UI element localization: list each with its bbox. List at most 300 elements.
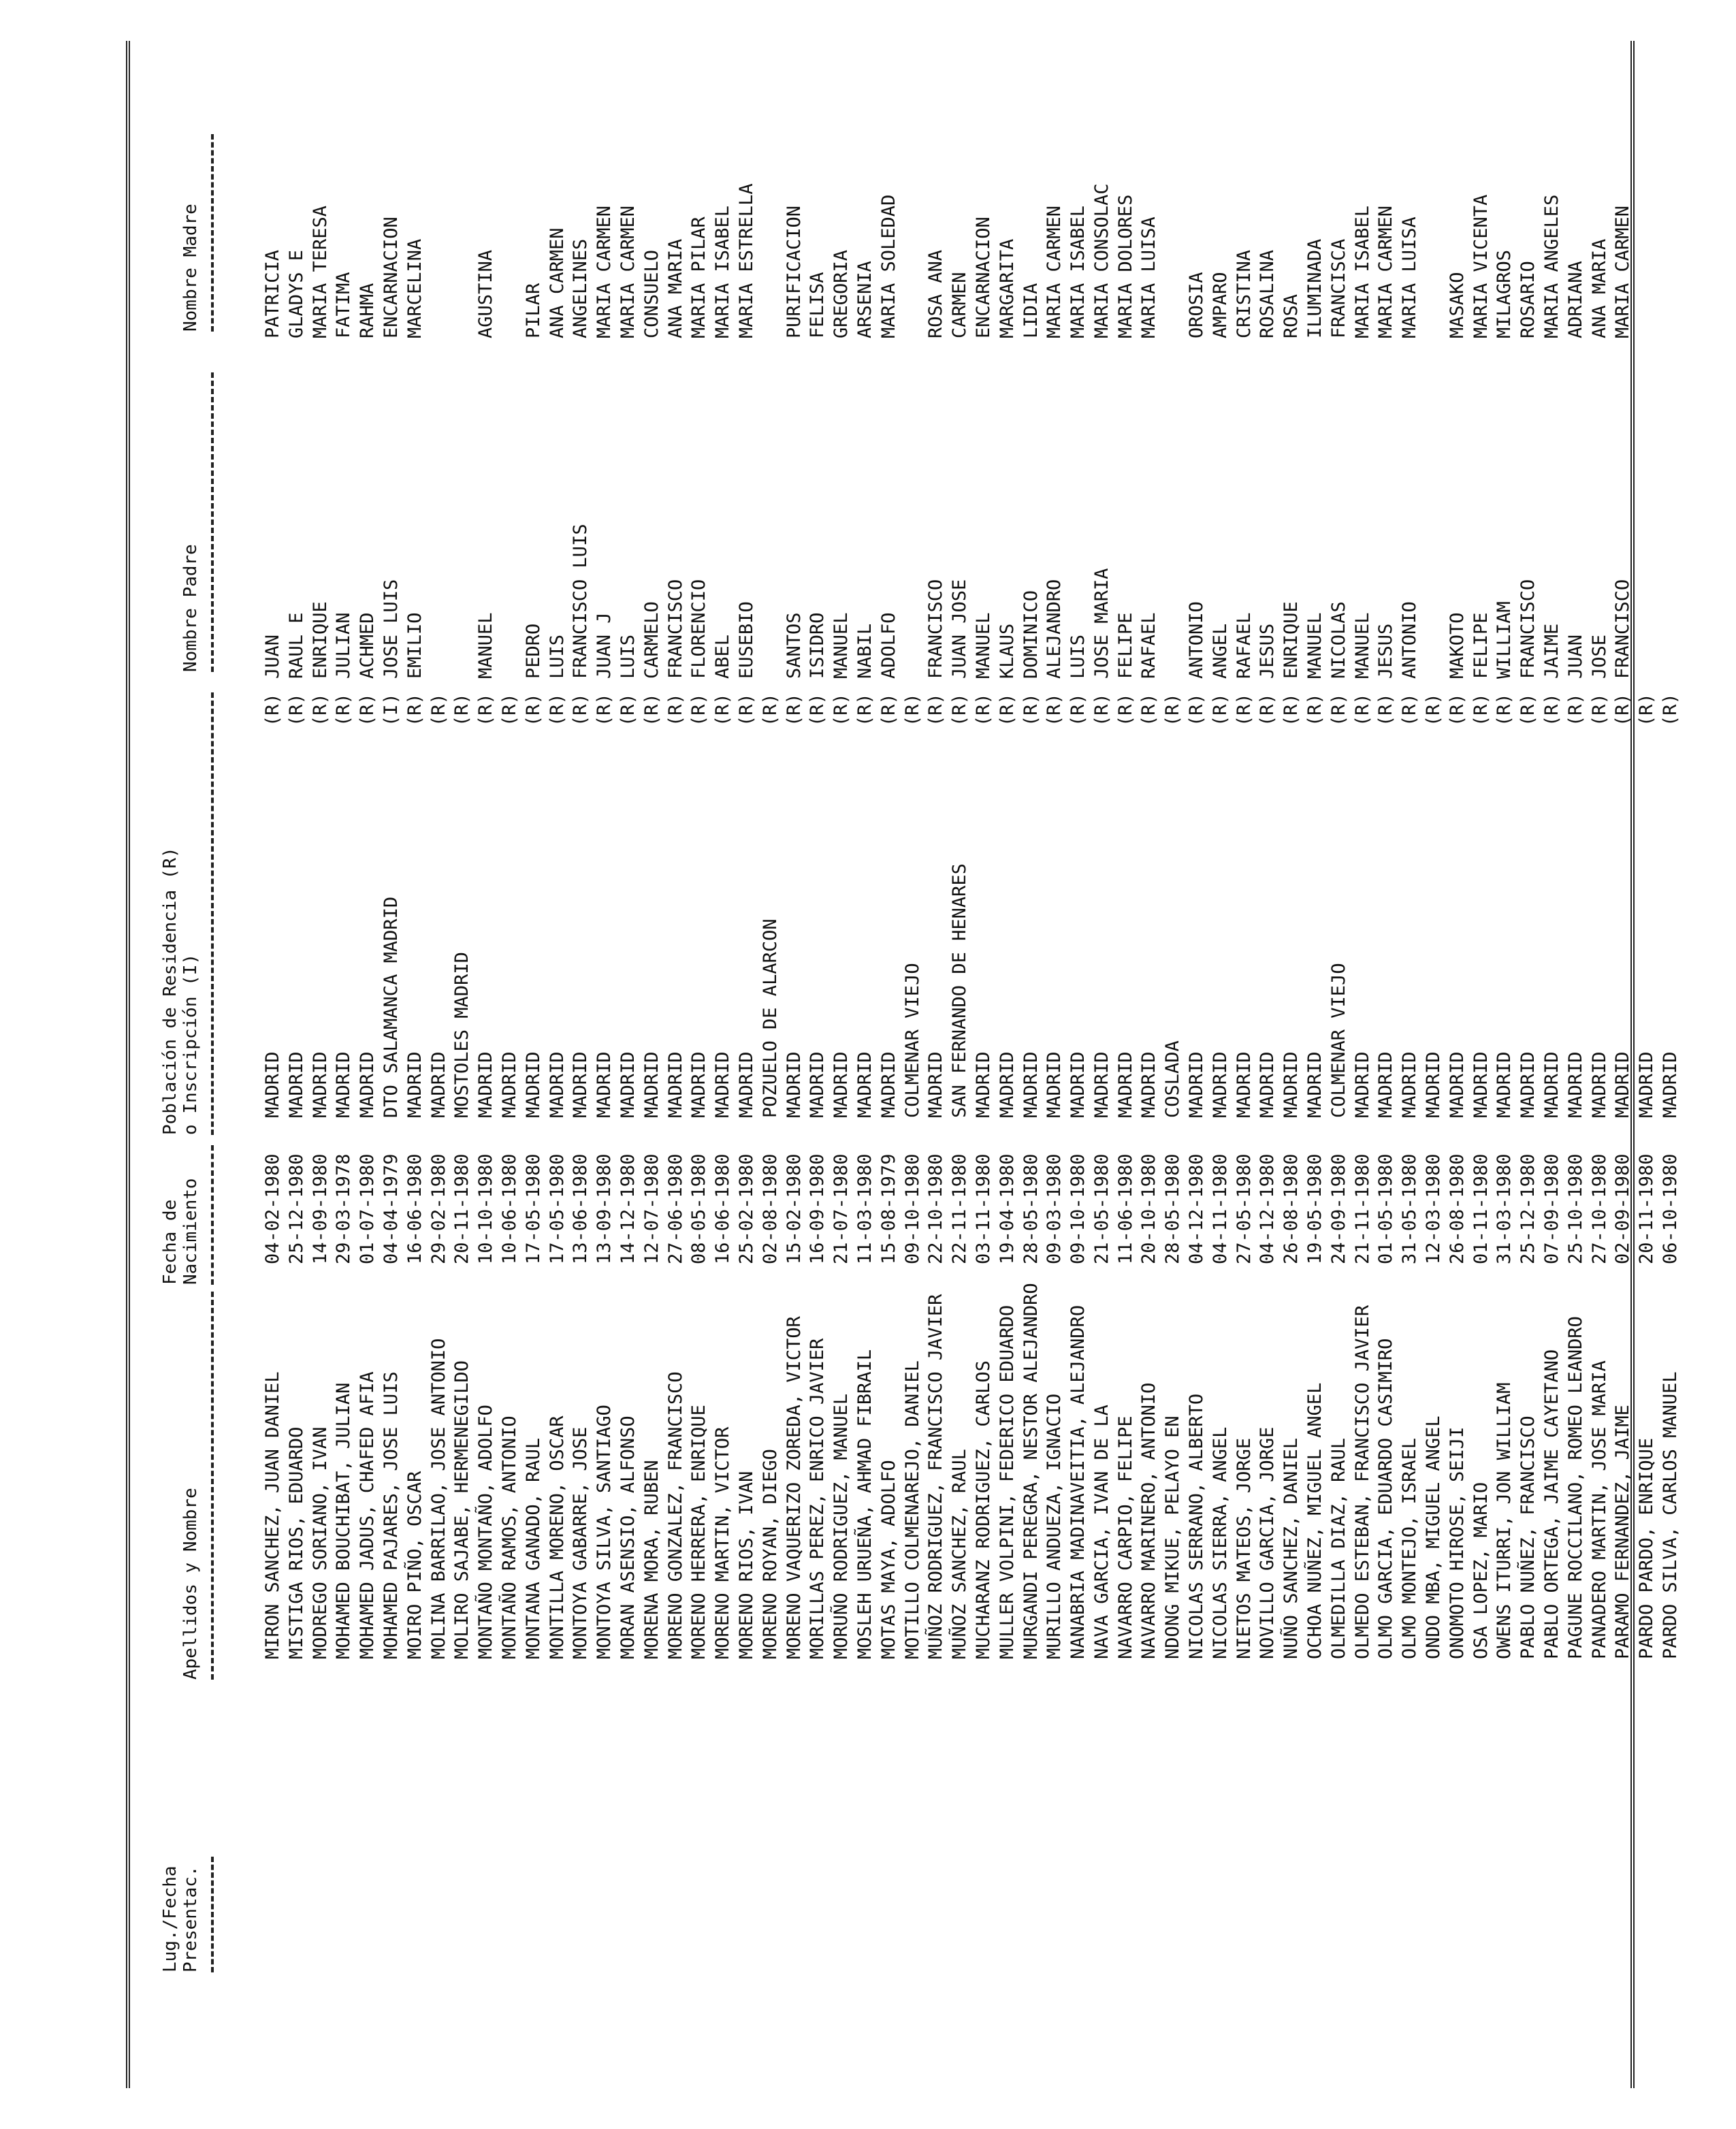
row-poblacion: MADRID [831, 1051, 852, 1118]
row-tipo-residencia: (R) [546, 693, 568, 726]
row-apellidos-nombre: ONDO MBA, MIGUEL ANGEL [1423, 1415, 1445, 1659]
row-fecha-nacimiento: 26-08-1980 [1281, 1153, 1302, 1264]
row-nombre-madre: MARIA SOLEDAD [878, 194, 899, 338]
row-nombre-madre: OROSIA [1186, 272, 1208, 338]
row-nombre-padre: FRANCISCO LUIS [570, 524, 592, 679]
row-poblacion: MADRID [428, 1051, 449, 1118]
row-nombre-madre: LIDIA [1020, 283, 1042, 338]
row-nombre-madre: MILAGROS [1494, 249, 1515, 338]
table-row [1020, 0, 1044, 2129]
table-row [569, 0, 593, 2129]
header-fecha-nacimiento [160, 1178, 201, 1285]
row-poblacion: COLMENAR VIEJO [901, 963, 923, 1118]
row-fecha-nacimiento: 29-02-1980 [428, 1153, 449, 1264]
table-row [1138, 0, 1161, 2129]
row-tipo-residencia: (R) [617, 693, 639, 726]
row-poblacion: MADRID [285, 1051, 307, 1118]
table-row [1564, 0, 1588, 2129]
row-nombre-madre: PURIFICACION [783, 205, 805, 338]
row-fecha-nacimiento: 07-09-1980 [1541, 1153, 1563, 1264]
row-nombre-madre: ROSARIO [1517, 261, 1539, 338]
row-nombre-padre: MANUEL [1351, 612, 1373, 679]
row-fecha-nacimiento: 06-10-1980 [1660, 1153, 1682, 1264]
row-nombre-padre: MANUEL [831, 612, 852, 679]
row-apellidos-nombre: MORAN ASENSIO, ALFONSO [617, 1415, 639, 1659]
table-row [711, 0, 735, 2129]
table-row [475, 0, 498, 2129]
row-nombre-padre: EUSEBIO [735, 601, 757, 679]
row-apellidos-nombre: NAVA GARCIA, IVAN DE LA [1091, 1405, 1112, 1659]
row-nombre-madre: MARCELINA [404, 238, 425, 338]
row-tipo-residencia: (R) [333, 693, 355, 726]
row-nombre-padre: JULIAN [333, 612, 355, 679]
row-poblacion: MOSTOLES MADRID [451, 952, 473, 1118]
row-nombre-padre: JOSE [1588, 634, 1610, 679]
header-poblacion [160, 847, 201, 1135]
table-row [356, 0, 380, 2129]
row-apellidos-nombre: NAVARRO MARINERO, ANTONIO [1138, 1382, 1160, 1659]
table-row [1209, 0, 1233, 2129]
row-fecha-nacimiento: 12-03-1980 [1423, 1153, 1445, 1264]
row-poblacion: MADRID [996, 1051, 1018, 1118]
row-poblacion: MADRID [783, 1051, 805, 1118]
row-poblacion: MADRID [1423, 1051, 1445, 1118]
row-poblacion: MADRID [1660, 1051, 1682, 1118]
table-row [878, 0, 901, 2129]
row-poblacion: MADRID [1351, 1051, 1373, 1118]
row-tipo-residencia: (R) [594, 693, 615, 726]
table-row [261, 0, 285, 2129]
row-fecha-nacimiento: 16-09-1980 [807, 1153, 829, 1264]
row-apellidos-nombre: NAVARRO CARPIO, FELIPE [1114, 1415, 1136, 1659]
row-fecha-nacimiento: 03-11-1980 [972, 1153, 994, 1264]
row-nombre-padre: EMILIO [404, 612, 425, 679]
row-poblacion: MADRID [1470, 1051, 1492, 1118]
row-apellidos-nombre: NANABRIA MADINAVEITIA, ALEJANDRO [1067, 1304, 1089, 1659]
row-tipo-residencia: (R) [1044, 693, 1065, 726]
header-underline-lug [211, 1857, 214, 1972]
row-tipo-residencia: (R) [309, 693, 331, 726]
row-tipo-residencia: (R) [1162, 693, 1184, 726]
row-nombre-madre: CARMEN [949, 272, 971, 338]
row-tipo-residencia: (R) [712, 693, 734, 726]
row-poblacion: MADRID [1517, 1051, 1539, 1118]
row-nombre-padre: JOSE LUIS [380, 579, 402, 679]
row-apellidos-nombre: OLMO MONTEJO, ISRAEL [1399, 1437, 1421, 1659]
row-apellidos-nombre: NDONG MIKUE, PELAYO EN [1162, 1415, 1184, 1659]
row-apellidos-nombre: MONTAÑO MONTAÑO, ADOLFO [475, 1405, 497, 1659]
row-fecha-nacimiento: 15-08-1979 [878, 1153, 899, 1264]
row-nombre-madre: MARIA TERESA [309, 205, 331, 338]
row-tipo-residencia: (R) [759, 693, 781, 726]
row-fecha-nacimiento: 16-06-1980 [404, 1153, 425, 1264]
header-lug-fecha [160, 1866, 201, 1972]
row-poblacion: MADRID [807, 1051, 829, 1118]
row-poblacion: MADRID [498, 1051, 520, 1118]
row-fecha-nacimiento: 21-05-1980 [1091, 1153, 1112, 1264]
row-poblacion: MADRID [570, 1051, 592, 1118]
row-tipo-residencia: (R) [783, 693, 805, 726]
header-lug-line1: Lug./Fecha [160, 1866, 180, 1972]
row-fecha-nacimiento: 15-02-1980 [783, 1153, 805, 1264]
table-row [1635, 0, 1659, 2129]
row-tipo-residencia: (R) [1328, 693, 1349, 726]
row-poblacion: MADRID [1612, 1051, 1634, 1118]
row-tipo-residencia: (R) [1233, 693, 1255, 726]
row-fecha-nacimiento: 09-10-1980 [1067, 1153, 1089, 1264]
header-lug-line2: Presentac. [180, 1866, 201, 1972]
header-fecha-line1: Fecha de [160, 1199, 180, 1285]
row-nombre-madre: MARIA ISABEL [1351, 205, 1373, 338]
row-tipo-residencia: (R) [1446, 693, 1468, 726]
row-nombre-madre: MARIA VICENTA [1470, 194, 1492, 338]
row-nombre-madre: MARIA PILAR [688, 217, 710, 338]
row-poblacion: MADRID [1399, 1051, 1421, 1118]
row-tipo-residencia: (R) [1138, 693, 1160, 726]
row-apellidos-nombre: MONTOYA SILVA, SANTIAGO [594, 1405, 615, 1659]
row-fecha-nacimiento: 02-09-1980 [1612, 1153, 1634, 1264]
row-poblacion: MADRID [475, 1051, 497, 1118]
row-nombre-padre: ANTONIO [1399, 601, 1421, 679]
row-fecha-nacimiento: 29-03-1978 [333, 1153, 355, 1264]
row-tipo-residencia: (R) [522, 693, 544, 726]
row-apellidos-nombre: MUCHARANZ RODRIGUEZ, CARLOS [972, 1360, 994, 1659]
row-tipo-residencia: (R) [688, 693, 710, 726]
row-apellidos-nombre: ONOMOTO HIROSE, SEIJI [1446, 1426, 1468, 1659]
row-nombre-padre: PEDRO [522, 623, 544, 679]
row-fecha-nacimiento: 26-08-1980 [1446, 1153, 1468, 1264]
row-tipo-residencia: (R) [831, 693, 852, 726]
row-tipo-residencia: (R) [428, 693, 449, 726]
row-apellidos-nombre: NUÑO SANCHEZ, DANIEL [1281, 1437, 1302, 1659]
row-nombre-padre: ENRIQUE [309, 601, 331, 679]
row-tipo-residencia: (R) [570, 693, 592, 726]
table-row [1493, 0, 1517, 2129]
row-fecha-nacimiento: 09-03-1980 [1044, 1153, 1065, 1264]
row-apellidos-nombre: PARDO PARDO, ENRIQUE [1636, 1437, 1658, 1659]
row-nombre-padre: LUIS [617, 634, 639, 679]
row-fecha-nacimiento: 27-05-1980 [1233, 1153, 1255, 1264]
row-apellidos-nombre: MOHAMED PAJARES, JOSE LUIS [380, 1371, 402, 1659]
table-row [1541, 0, 1564, 2129]
row-nombre-padre: JESUS [1257, 623, 1279, 679]
row-fecha-nacimiento: 04-04-1979 [380, 1153, 402, 1264]
row-nombre-madre: MARIA LUISA [1399, 217, 1421, 338]
row-tipo-residencia: (R) [1470, 693, 1492, 726]
row-nombre-madre: FELISA [807, 272, 829, 338]
row-nombre-madre: ROSA ANA [925, 249, 947, 338]
row-fecha-nacimiento: 22-11-1980 [949, 1153, 971, 1264]
row-poblacion: SAN FERNANDO DE HENARES [949, 863, 971, 1118]
row-tipo-residencia: (R) [1257, 693, 1279, 726]
row-tipo-residencia: (R) [1375, 693, 1397, 726]
row-apellidos-nombre: MONTANA GANADO, RAUL [522, 1437, 544, 1659]
row-tipo-residencia: (R) [1351, 693, 1373, 726]
row-poblacion: MADRID [522, 1051, 544, 1118]
row-tipo-residencia: (R) [972, 693, 994, 726]
table-row [498, 0, 522, 2129]
row-nombre-madre: ROSALINA [1257, 249, 1279, 338]
table-row [617, 0, 641, 2129]
table-row [1422, 0, 1446, 2129]
row-apellidos-nombre: MOLIRO SAJABE, HERMENEGILDO [451, 1360, 473, 1659]
row-tipo-residencia: (R) [1423, 693, 1445, 726]
row-nombre-madre: MASAKO [1446, 272, 1468, 338]
row-nombre-madre: MARIA ESTRELLA [735, 183, 757, 338]
row-tipo-residencia: (R) [735, 693, 757, 726]
row-nombre-madre: ROSA [1281, 293, 1302, 338]
table-row [1398, 0, 1422, 2129]
row-apellidos-nombre: OLMEDILLA DIAZ, RAUL [1328, 1437, 1349, 1659]
header-underline-padre [211, 372, 214, 672]
table-row [1470, 0, 1494, 2129]
header-apellidos: Apellidos y Nombre [180, 1488, 201, 1680]
table-row [783, 0, 807, 2129]
row-apellidos-nombre: PANADERO MARTIN, JOSE MARIA [1588, 1360, 1610, 1659]
header-underline-madre [211, 134, 214, 332]
table-row [1114, 0, 1138, 2129]
table-row [380, 0, 404, 2129]
table-row [1446, 0, 1470, 2129]
row-fecha-nacimiento: 10-06-1980 [498, 1153, 520, 1264]
row-nombre-madre: MARIA CARMEN [1375, 205, 1397, 338]
row-fecha-nacimiento: 25-12-1980 [1517, 1153, 1539, 1264]
row-nombre-padre: MANUEL [475, 612, 497, 679]
row-apellidos-nombre: OWENS ITURRI, JON WILLIAM [1494, 1382, 1515, 1659]
row-apellidos-nombre: MULLER VOLPINI, FEDERICO EDUARDO [996, 1304, 1018, 1659]
row-nombre-padre: ACHMED [357, 612, 379, 679]
row-nombre-padre: ABEL [712, 634, 734, 679]
row-apellidos-nombre: MORENO HERRERA, ENRIQUE [688, 1405, 710, 1659]
row-fecha-nacimiento: 20-11-1980 [1636, 1153, 1658, 1264]
row-nombre-padre: CARMELO [641, 601, 662, 679]
row-tipo-residencia: (R) [641, 693, 662, 726]
row-nombre-madre: MARIA ISABEL [712, 205, 734, 338]
table-row [972, 0, 996, 2129]
row-apellidos-nombre: NICOLAS SIERRA, ANGEL [1209, 1426, 1231, 1659]
row-nombre-madre: FRANCISCA [1328, 238, 1349, 338]
row-fecha-nacimiento: 25-10-1980 [1564, 1153, 1586, 1264]
row-fecha-nacimiento: 21-07-1980 [831, 1153, 852, 1264]
row-poblacion: MADRID [617, 1051, 639, 1118]
row-apellidos-nombre: PAGUNE ROCCILANO, ROMEO LEANDRO [1564, 1316, 1586, 1659]
row-poblacion: MADRID [712, 1051, 734, 1118]
row-fecha-nacimiento: 04-11-1980 [1209, 1153, 1231, 1264]
table-row [641, 0, 664, 2129]
row-nombre-padre: JAIME [1541, 623, 1563, 679]
table-row [522, 0, 546, 2129]
row-nombre-padre: LUIS [1067, 634, 1089, 679]
table-row [428, 0, 451, 2129]
row-nombre-padre: SANTOS [783, 612, 805, 679]
row-nombre-madre: MARIA LUISA [1138, 217, 1160, 338]
row-poblacion: MADRID [1588, 1051, 1610, 1118]
row-fecha-nacimiento: 11-06-1980 [1114, 1153, 1136, 1264]
bottom-double-rule [1630, 41, 1635, 2088]
row-poblacion: MADRID [1541, 1051, 1563, 1118]
row-poblacion: MADRID [594, 1051, 615, 1118]
row-fecha-nacimiento: 31-03-1980 [1494, 1153, 1515, 1264]
row-apellidos-nombre: MORENO MARTIN, VICTOR [712, 1426, 734, 1659]
row-tipo-residencia: (R) [1564, 693, 1586, 726]
row-poblacion: MADRID [1091, 1051, 1112, 1118]
row-nombre-madre: MARIA CONSOLAC [1091, 183, 1112, 338]
row-nombre-madre: RAHMA [357, 283, 379, 338]
row-nombre-padre: FELIPE [1470, 612, 1492, 679]
row-nombre-madre: CRISTINA [1233, 249, 1255, 338]
row-fecha-nacimiento: 11-03-1980 [854, 1153, 875, 1264]
row-nombre-madre: MARGARITA [996, 238, 1018, 338]
row-nombre-padre: FLORENCIO [688, 579, 710, 679]
row-tipo-residencia: (R) [1114, 693, 1136, 726]
row-apellidos-nombre: PABLO ORTEGA, JAIME CAYETANO [1541, 1349, 1563, 1659]
row-nombre-madre: MARIA CARMEN [1612, 205, 1634, 338]
row-poblacion: MADRID [1494, 1051, 1515, 1118]
row-apellidos-nombre: MOHAMED JADUS, CHAFED AFIA [357, 1371, 379, 1659]
row-tipo-residencia: (R) [1660, 693, 1682, 726]
table-row [901, 0, 925, 2129]
table-row [1659, 0, 1683, 2129]
table-row [1233, 0, 1257, 2129]
row-nombre-padre: ADOLFO [878, 612, 899, 679]
table-row [1517, 0, 1541, 2129]
table-row [546, 0, 570, 2129]
table-row [1328, 0, 1351, 2129]
table-row [925, 0, 948, 2129]
record-list [261, 0, 1683, 2129]
row-tipo-residencia: (R) [1067, 693, 1089, 726]
row-fecha-nacimiento: 19-04-1980 [996, 1153, 1018, 1264]
row-nombre-madre: MARIA ISABEL [1067, 205, 1089, 338]
row-fecha-nacimiento: 31-05-1980 [1399, 1153, 1421, 1264]
row-poblacion: MADRID [854, 1051, 875, 1118]
row-poblacion: MADRID [404, 1051, 425, 1118]
row-apellidos-nombre: OSA LOPEZ, MARIO [1470, 1482, 1492, 1659]
row-poblacion: MADRID [1067, 1051, 1089, 1118]
row-nombre-padre: ANGEL [1209, 623, 1231, 679]
row-tipo-residencia: (R) [475, 693, 497, 726]
row-nombre-madre: MARIA CARMEN [1044, 205, 1065, 338]
row-poblacion: MADRID [333, 1051, 355, 1118]
table-row [664, 0, 688, 2129]
row-apellidos-nombre: NIETOS MATEOS, JORGE [1233, 1437, 1255, 1659]
row-fecha-nacimiento: 13-09-1980 [594, 1153, 615, 1264]
table-row [1280, 0, 1304, 2129]
row-nombre-padre: FRANCISCO [1612, 579, 1634, 679]
row-apellidos-nombre: MORENO ROYAN, DIEGO [759, 1449, 781, 1659]
row-nombre-madre: ENCARNACION [380, 217, 402, 338]
row-tipo-residencia: (R) [664, 693, 686, 726]
row-fecha-nacimiento: 04-02-1980 [262, 1153, 283, 1264]
row-nombre-padre: JUAN J [594, 612, 615, 679]
row-tipo-residencia: (R) [404, 693, 425, 726]
header-nombre-madre: Nombre Madre [180, 204, 201, 332]
row-poblacion: MADRID [735, 1051, 757, 1118]
table-row [854, 0, 878, 2129]
row-fecha-nacimiento: 17-05-1980 [522, 1153, 544, 1264]
header-nombre-padre: Nombre Padre [180, 544, 201, 672]
table-row [1067, 0, 1091, 2129]
row-poblacion: POZUELO DE ALARCON [759, 918, 781, 1118]
row-nombre-madre: ENCARNACION [972, 217, 994, 338]
row-nombre-madre: ANA MARIA [1588, 238, 1610, 338]
row-apellidos-nombre: OLMEDO ESTEBAN, FRANCISCO JAVIER [1351, 1304, 1373, 1659]
row-apellidos-nombre: MOSLEH URUEÑA, AHMAD FIBRAIL [854, 1349, 875, 1659]
row-nombre-padre: JUAN [262, 634, 283, 679]
table-row [309, 0, 333, 2129]
row-tipo-residencia: (I) [380, 693, 402, 726]
row-poblacion: MADRID [641, 1051, 662, 1118]
table-row [759, 0, 783, 2129]
header-underline-apellidos [211, 1292, 214, 1680]
row-apellidos-nombre: MIRON SANCHEZ, JUAN DANIEL [262, 1371, 283, 1659]
row-nombre-madre: ANA MARIA [664, 238, 686, 338]
header-poblacion-line1: Población de Residencia (R) [160, 847, 180, 1135]
row-nombre-padre: WILLIAM [1494, 601, 1515, 679]
table-row [806, 0, 830, 2129]
row-poblacion: MADRID [357, 1051, 379, 1118]
row-apellidos-nombre: MURILLO ANDUEZA, IGNACIO [1044, 1393, 1065, 1659]
row-tipo-residencia: (R) [996, 693, 1018, 726]
row-nombre-padre: FRANCISCO [925, 579, 947, 679]
row-nombre-madre: CONSUELO [641, 249, 662, 338]
row-fecha-nacimiento: 27-10-1980 [1588, 1153, 1610, 1264]
row-fecha-nacimiento: 28-05-1980 [1020, 1153, 1042, 1264]
row-nombre-madre: PILAR [522, 283, 544, 338]
row-nombre-padre: JESUS [1375, 623, 1397, 679]
row-apellidos-nombre: MORENO VAQUERIZO ZOREDA, VICTOR [783, 1316, 805, 1659]
row-apellidos-nombre: MONTOYA GABARRE, JOSE [570, 1426, 592, 1659]
row-fecha-nacimiento: 22-10-1980 [925, 1153, 947, 1264]
row-poblacion: MADRID [1257, 1051, 1279, 1118]
row-poblacion: MADRID [1564, 1051, 1586, 1118]
row-nombre-padre: NABIL [854, 623, 875, 679]
row-tipo-residencia: (R) [1494, 693, 1515, 726]
table-row [1375, 0, 1398, 2129]
row-fecha-nacimiento: 04-12-1980 [1186, 1153, 1208, 1264]
row-nombre-madre: GLADYS E [285, 249, 307, 338]
row-apellidos-nombre: MOLINA BARRILAO, JOSE ANTONIO [428, 1338, 449, 1659]
row-poblacion: MADRID [1636, 1051, 1658, 1118]
row-apellidos-nombre: OLMO GARCIA, EDUARDO CASIMIRO [1375, 1338, 1397, 1659]
row-fecha-nacimiento: 12-07-1980 [641, 1153, 662, 1264]
row-poblacion: MADRID [878, 1051, 899, 1118]
row-tipo-residencia: (R) [854, 693, 875, 726]
row-tipo-residencia: (R) [1091, 693, 1112, 726]
row-fecha-nacimiento: 01-11-1980 [1470, 1153, 1492, 1264]
row-apellidos-nombre: MUÑOZ RODRIGUEZ, FRANCISCO JAVIER [925, 1294, 947, 1659]
row-nombre-madre: GREGORIA [831, 249, 852, 338]
row-tipo-residencia: (R) [1209, 693, 1231, 726]
row-apellidos-nombre: MODREGO SORIANO, IVAN [309, 1426, 331, 1659]
row-tipo-residencia: (R) [1588, 693, 1610, 726]
row-poblacion: MADRID [1446, 1051, 1468, 1118]
row-apellidos-nombre: PARDO SILVA, CARLOS MANUEL [1660, 1371, 1682, 1659]
row-nombre-madre: ANA CARMEN [546, 227, 568, 338]
row-poblacion: MADRID [972, 1051, 994, 1118]
table-row [1304, 0, 1328, 2129]
row-tipo-residencia: (R) [878, 693, 899, 726]
row-poblacion: MADRID [262, 1051, 283, 1118]
row-apellidos-nombre: OCHOA NUÑEZ, MIGUEL ANGEL [1304, 1382, 1326, 1659]
row-nombre-madre: ILUMINADA [1304, 238, 1326, 338]
row-nombre-padre: KLAUS [996, 623, 1018, 679]
row-nombre-padre: ALEJANDRO [1044, 579, 1065, 679]
row-fecha-nacimiento: 04-12-1980 [1257, 1153, 1279, 1264]
row-poblacion: MADRID [1233, 1051, 1255, 1118]
table-row [1091, 0, 1114, 2129]
row-apellidos-nombre: MURGANDI PEREGRA, NESTOR ALEJANDRO [1020, 1283, 1042, 1659]
